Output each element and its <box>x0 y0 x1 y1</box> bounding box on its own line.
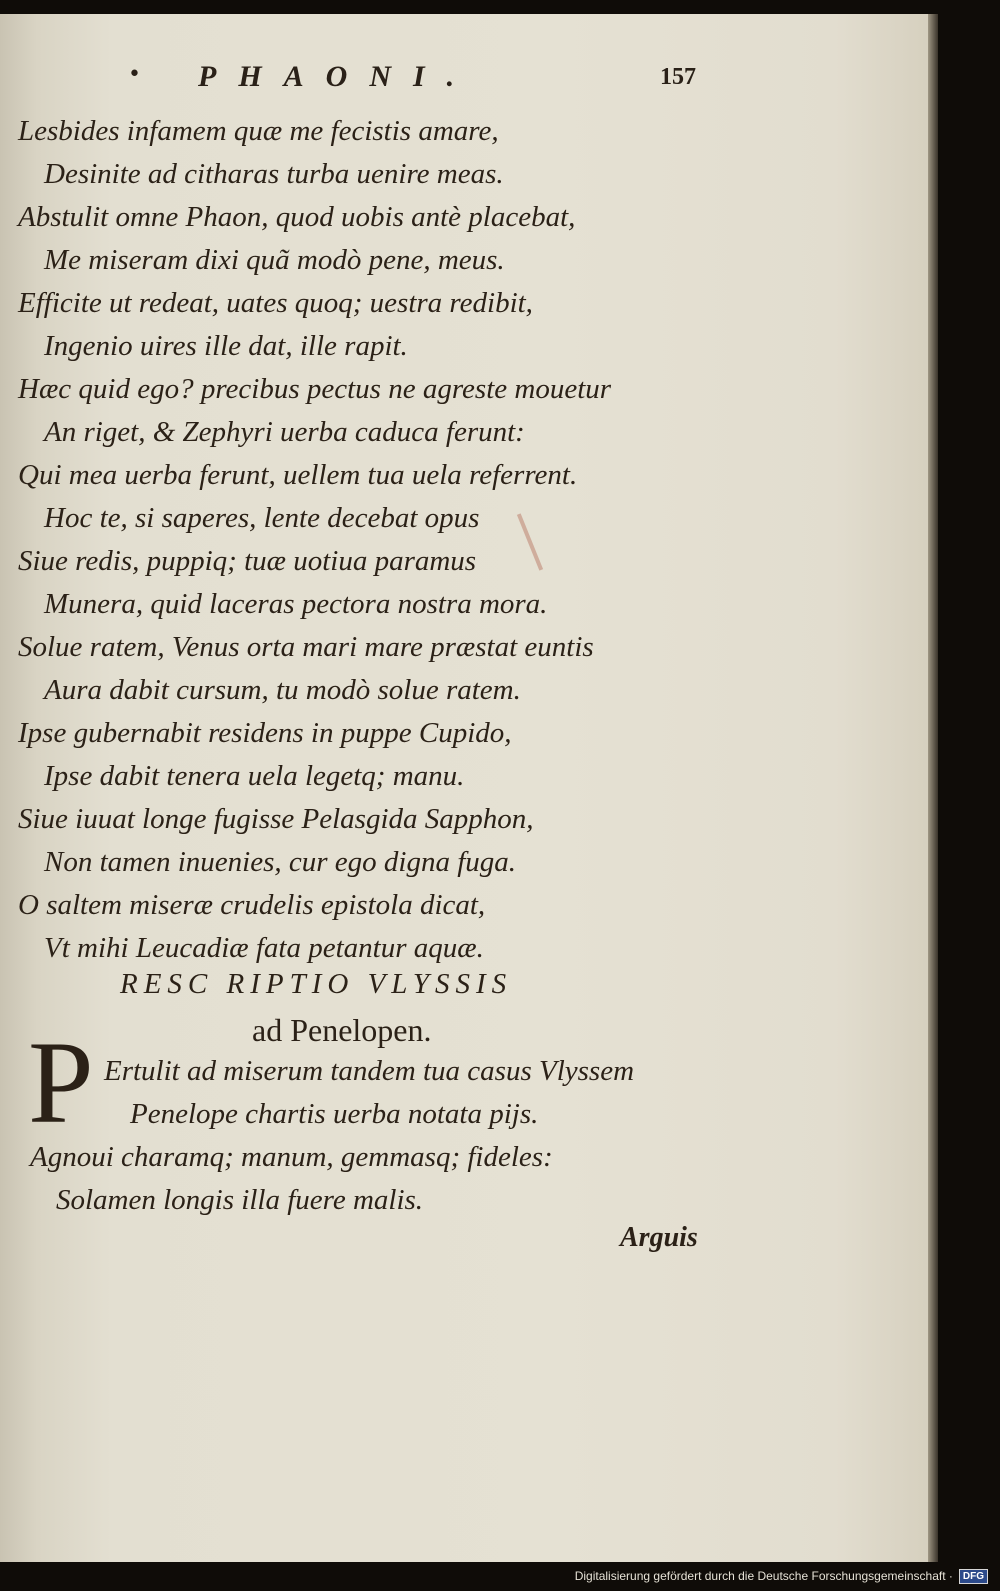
page-edge <box>928 14 938 1562</box>
section-subheading: ad Penelopen. <box>252 1012 432 1048</box>
verse-line: O saltem miseræ crudelis epistola dicat, <box>18 889 486 921</box>
verse-line: Hæc quid ego? precibus pectus ne agreste mouetur <box>18 373 612 405</box>
epistle-line: Ertulit ad miserum tandem tua casus Vlyssem <box>104 1055 635 1087</box>
verse-line: Solue ratem, Venus orta mari mare præstat euntis <box>18 631 594 663</box>
dfg-logo: DFG <box>959 1569 988 1584</box>
verse-line: Me miseram dixi quã modò pene, meus. <box>44 244 505 276</box>
verse-line: An riget, & Zephyri uerba caduca ferunt: <box>44 416 525 448</box>
drop-cap: P <box>28 1017 94 1148</box>
verse-line: Ingenio uires ille dat, ille rapit. <box>44 330 408 362</box>
verse-line: Efficite ut redeat, uates quoq; uestra redibit, <box>18 287 533 319</box>
head-ornament: • <box>128 62 141 87</box>
page-number: 157 <box>660 64 696 90</box>
epistle-line: Agnoui charamq; manum, gemmasq; fideles: <box>30 1141 553 1173</box>
verse-block <box>18 110 718 970</box>
footer-credit: Digitalisierung gefördert durch die Deutsche Forschungsgemeinschaft · <box>574 1569 953 1583</box>
verse-line: Ipse gubernabit residens in puppe Cupido, <box>18 717 512 749</box>
catchword: Arguis <box>620 1222 698 1253</box>
verse-line: Munera, quid laceras pectora nostra mora. <box>44 588 548 620</box>
epistle-line: Penelope chartis uerba notata pijs. <box>130 1098 539 1130</box>
verse-line: Ipse dabit tenera uela legetq; manu. <box>44 760 465 792</box>
verse-line: Aura dabit cursum, tu modò solue ratem. <box>44 674 521 706</box>
verse-line: Siue redis, puppiq; tuæ uotiua paramus <box>18 545 477 577</box>
epistle-block <box>30 1050 730 1222</box>
verse-line: Abstulit omne Phaon, quod uobis antè placebat, <box>18 201 576 233</box>
verse-line: Lesbides infamem quæ me fecistis amare, <box>18 115 499 147</box>
verse-line: Desinite ad citharas turba uenire meas. <box>44 158 504 190</box>
verse-line: Vt mihi Leucadiæ fata petantur aquæ. <box>44 932 484 964</box>
footer <box>575 1565 988 1587</box>
running-title: PHAONI. <box>198 60 477 93</box>
verse-line: Non tamen inuenies, cur ego digna fuga. <box>44 846 517 878</box>
verse-line: Qui mea uerba ferunt, uellem tua uela referrent. <box>18 459 578 491</box>
section-heading: RESC RIPTIO VLYSSIS <box>120 968 513 1000</box>
verse-line: Siue iuuat longe fugisse Pelasgida Sapphon, <box>18 803 534 835</box>
running-head <box>120 60 720 100</box>
epistle-line: Solamen longis illa fuere malis. <box>56 1184 424 1216</box>
verse-line: Hoc te, si saperes, lente decebat opus <box>44 502 480 534</box>
